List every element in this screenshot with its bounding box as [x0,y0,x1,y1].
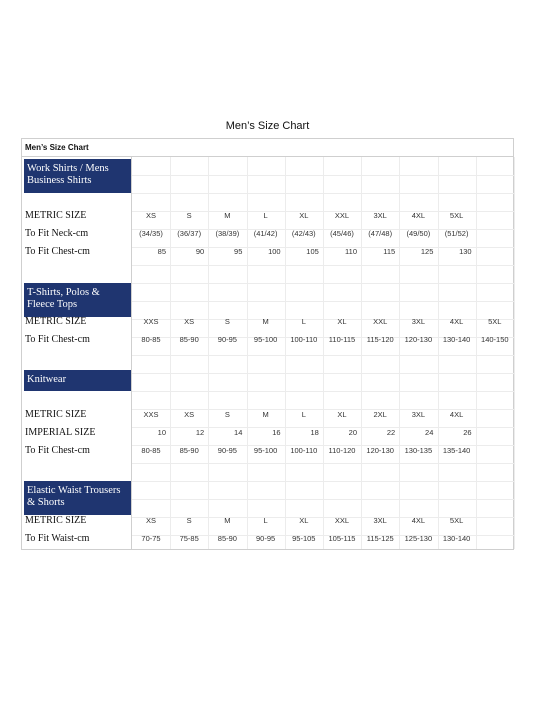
sheet-header: Men’s Size Chart [22,139,513,157]
row-label: METRIC SIZE [25,515,87,526]
grid-row-line [132,355,514,356]
size-chart-sheet [21,138,514,550]
size-cell: 130-140 [442,534,471,543]
size-cell: M [224,211,231,220]
size-cell: 110-115 [328,335,356,344]
size-cell: S [224,410,230,419]
size-cell: 115-125 [366,534,394,543]
size-cell: XL [337,317,347,326]
size-cell: 105 [306,247,319,256]
size-cell: M [224,516,231,525]
grid-row-line [132,175,514,176]
section-header: Knitwear [24,370,131,391]
size-cell: 95-100 [253,335,278,344]
size-cell: XS [145,211,156,220]
grid-row-line [132,283,514,284]
size-cell: 105-115 [328,534,356,543]
size-cell: L [301,317,306,326]
size-cell: 4XL [449,317,464,326]
size-cell: 100-110 [290,446,318,455]
size-cell: L [263,211,268,220]
size-cell: (51/52) [444,229,469,238]
size-cell: 130-135 [404,446,433,455]
size-cell: 75-85 [179,534,199,543]
size-cell: 3XL [411,410,426,419]
size-cell: 125-130 [404,534,433,543]
size-cell: 90-95 [256,534,276,543]
section-header: T-Shirts, Polos & Fleece Tops [24,283,131,317]
size-cell: 4XL [411,211,426,220]
size-cell: M [262,410,269,419]
size-cell: 80-85 [141,335,161,344]
size-cell: 95-105 [292,534,316,543]
size-cell: (49/50) [406,229,431,238]
row-label: To Fit Waist-cm [25,533,90,544]
size-cell: 22 [386,428,396,437]
size-cell: 14 [234,428,243,437]
size-cell: 120-130 [404,335,433,344]
size-cell: 5XL [488,317,502,326]
grid-column-line [514,157,515,549]
size-cell: 5XL [449,516,464,525]
size-cell: 85-90 [179,335,199,344]
size-cell: 85-90 [179,446,199,455]
row-label: METRIC SIZE [25,316,87,327]
size-cell: M [262,317,269,326]
size-cell: 95 [234,247,243,256]
size-cell: (45/46) [330,229,354,238]
size-cell: 24 [425,428,434,437]
size-cell: XS [145,516,156,525]
size-cell: S [224,317,230,326]
row-label: METRIC SIZE [25,409,87,420]
grid-row-line [132,481,514,482]
size-cell: XXL [334,516,350,525]
grid-row-line [132,391,514,392]
size-cell: 70-75 [141,534,161,543]
row-label: IMPERIAL SIZE [25,427,96,438]
grid-row-line [132,463,514,464]
size-cell: XXS [143,317,159,326]
size-cell: 12 [195,428,205,437]
size-cell: 90 [195,247,205,256]
size-cell: 140-150 [481,335,509,344]
size-cell: (41/42) [253,229,278,238]
size-cell: (42/43) [291,229,316,238]
grid-row-line [132,373,514,374]
size-cell: 100 [268,247,281,256]
page-title: Men’s Size Chart [225,120,310,132]
size-cell: 5XL [449,211,464,220]
size-cell: 130 [459,247,472,256]
size-cell: (36/37) [177,229,202,238]
grid-row-line [132,265,514,266]
row-label: To Fit Chest-cm [25,334,90,345]
size-cell: XXL [373,317,388,326]
size-cell: 115 [383,247,396,256]
size-cell: L [263,516,268,525]
size-cell: 110-120 [328,446,356,455]
size-cell: XXL [334,211,350,220]
size-cell: 130-140 [442,335,471,344]
size-cell: XS [184,317,195,326]
grid-row-line [132,301,514,302]
size-cell: 26 [463,428,472,437]
size-cell: XL [337,410,347,419]
grid-row-line [132,193,514,194]
size-cell: 3XL [411,317,426,326]
size-cell: 90-95 [217,446,237,455]
section-header: Elastic Waist Trousers & Shorts [24,481,131,515]
size-cell: 3XL [373,211,387,220]
row-label: To Fit Neck-cm [25,228,89,239]
size-cell: XS [184,410,195,419]
size-cell: S [186,211,192,220]
size-cell: 3XL [373,516,387,525]
size-cell: 100-110 [290,335,318,344]
size-cell: 135-140 [442,446,471,455]
grid-column-line [476,157,477,549]
size-cell: XXS [143,410,159,419]
size-cell: (47/48) [368,229,393,238]
size-cell: 16 [272,428,281,437]
size-cell: 20 [348,428,357,437]
row-label: To Fit Chest-cm [25,246,90,257]
size-cell: 4XL [411,516,426,525]
size-cell: 10 [157,428,166,437]
size-cell: 85-90 [217,534,237,543]
size-cell: 110 [345,247,357,256]
size-cell: 18 [310,428,319,437]
size-cell: (34/35) [139,229,163,238]
size-cell: L [301,410,306,419]
size-cell: 90-95 [217,335,237,344]
section-header: Work Shirts / Mens Business Shirts [24,159,131,193]
size-cell: 4XL [449,410,464,419]
size-cell: 2XL [373,410,387,419]
size-cell: XL [299,211,309,220]
size-cell: S [186,516,192,525]
size-cell: 120-130 [366,446,394,455]
size-cell: 115-120 [366,335,394,344]
size-cell: XL [299,516,309,525]
size-cell: 95-100 [253,446,278,455]
size-cell: 85 [157,247,166,256]
size-cell: 125 [420,247,434,256]
row-label: To Fit Chest-cm [25,445,90,456]
size-cell: (38/39) [215,229,240,238]
row-label: METRIC SIZE [25,210,87,221]
size-cell: 80-85 [141,446,161,455]
grid-row-line [132,499,514,500]
